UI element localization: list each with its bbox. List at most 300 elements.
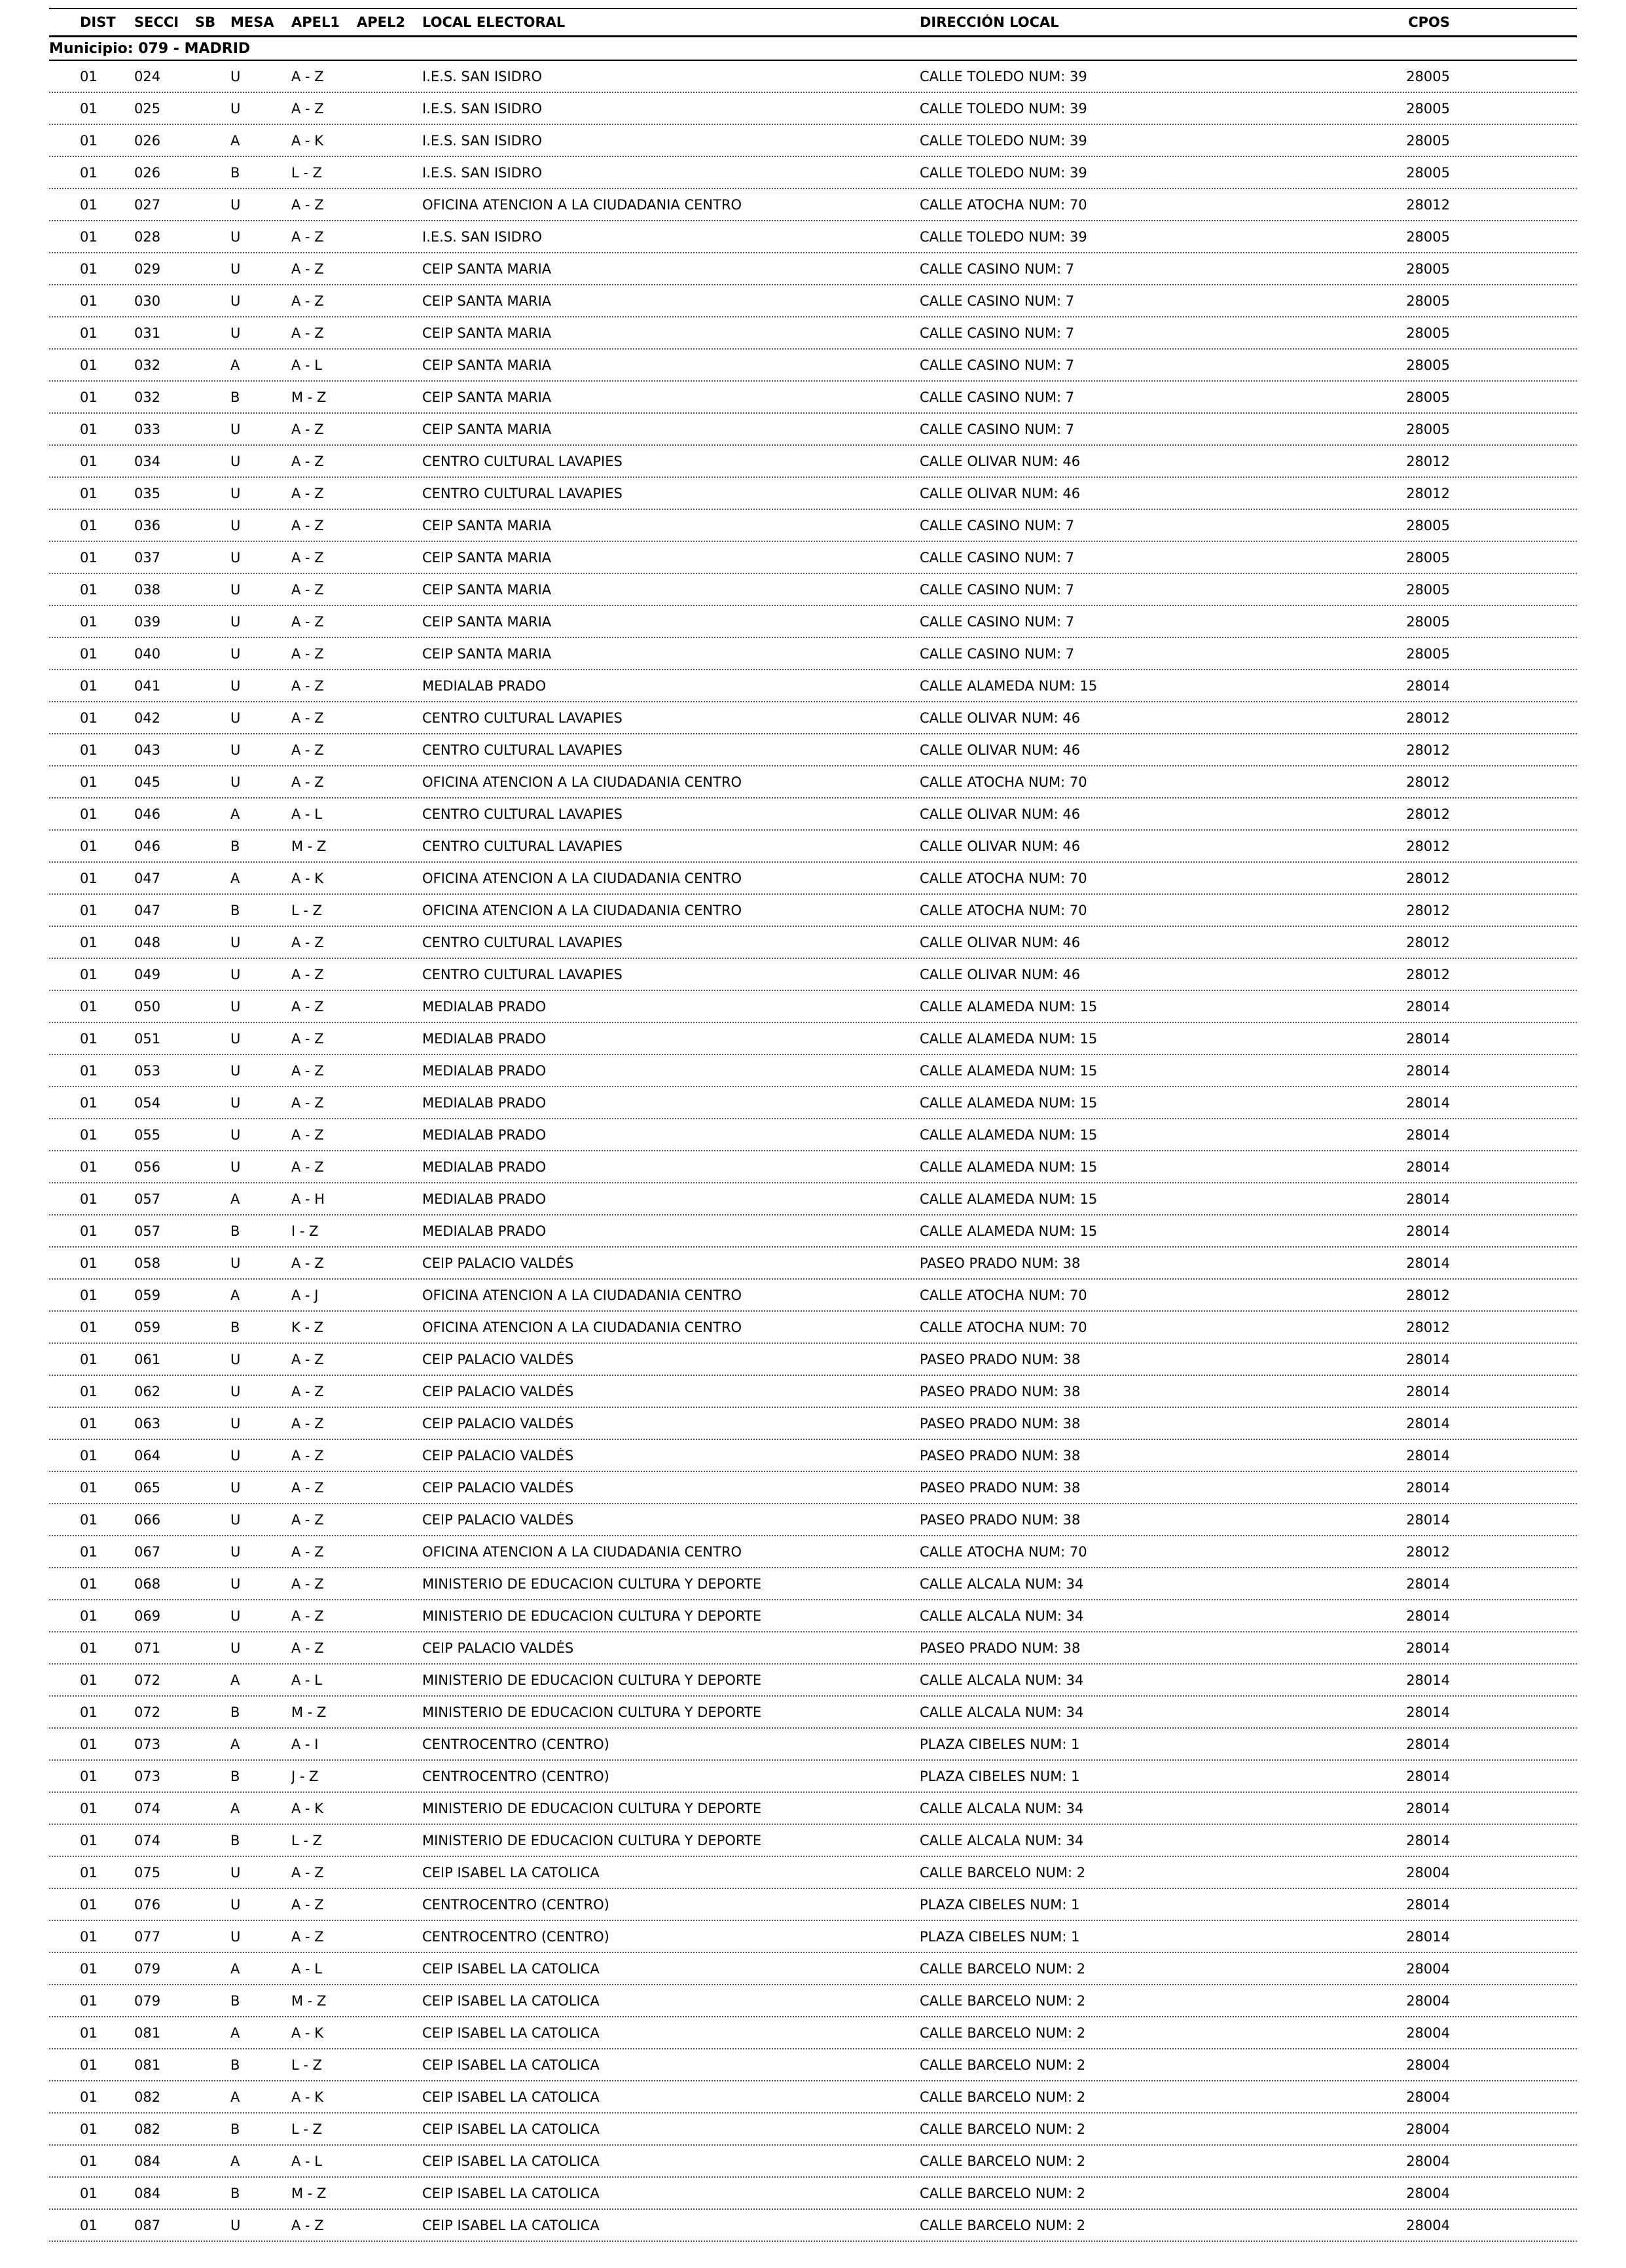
table-row bbox=[49, 1793, 1577, 1825]
cell-cpos: 28014 bbox=[1406, 1223, 1450, 1239]
table-body bbox=[49, 61, 1577, 2242]
cell-dist: 01 bbox=[80, 1447, 98, 1464]
cell-cpos: 28014 bbox=[1406, 1768, 1450, 1784]
cell-cpos: 28005 bbox=[1406, 645, 1450, 662]
cell-direccion-local: CALLE OLIVAR NUM: 46 bbox=[920, 742, 1081, 758]
cell-direccion-local: CALLE TOLEDO NUM: 39 bbox=[920, 228, 1087, 245]
cell-direccion-local: PASEO PRADO NUM: 38 bbox=[920, 1511, 1081, 1528]
cell-local-electoral: CEIP SANTA MARIA bbox=[422, 293, 552, 309]
cell-secci: 028 bbox=[134, 228, 161, 245]
cell-cpos: 28005 bbox=[1406, 421, 1450, 437]
cell-local-electoral: I.E.S. SAN ISIDRO bbox=[422, 68, 542, 84]
cell-apel1: A - Z bbox=[291, 485, 324, 501]
cell-local-electoral: I.E.S. SAN ISIDRO bbox=[422, 164, 542, 181]
cell-apel1: I - Z bbox=[291, 1223, 319, 1239]
cell-cpos: 28014 bbox=[1406, 1640, 1450, 1656]
cell-direccion-local: CALLE TOLEDO NUM: 39 bbox=[920, 68, 1087, 84]
cell-mesa: U bbox=[230, 645, 241, 662]
cell-apel1: A - Z bbox=[291, 1094, 324, 1111]
table-row bbox=[49, 2178, 1577, 2210]
table-row bbox=[49, 1119, 1577, 1151]
cell-direccion-local: PASEO PRADO NUM: 38 bbox=[920, 1255, 1081, 1271]
cell-local-electoral: MEDIALAB PRADO bbox=[422, 1223, 547, 1239]
cell-apel1: A - Z bbox=[291, 934, 324, 950]
cell-direccion-local: CALLE BARCELO NUM: 2 bbox=[920, 1992, 1086, 2009]
cell-mesa: A bbox=[230, 357, 240, 373]
cell-cpos: 28004 bbox=[1406, 1992, 1450, 2009]
cell-mesa: B bbox=[230, 902, 240, 918]
cell-cpos: 28014 bbox=[1406, 1062, 1450, 1079]
cell-secci: 029 bbox=[134, 261, 161, 277]
cell-direccion-local: CALLE OLIVAR NUM: 46 bbox=[920, 453, 1081, 469]
column-header-apel2: APEL2 bbox=[357, 14, 405, 30]
cell-dist: 01 bbox=[80, 1992, 98, 2009]
cell-mesa: U bbox=[230, 742, 241, 758]
cell-secci: 027 bbox=[134, 196, 161, 213]
cell-dist: 01 bbox=[80, 1511, 98, 1528]
cell-local-electoral: OFICINA ATENCION A LA CIUDADANIA CENTRO bbox=[422, 1287, 742, 1303]
cell-dist: 01 bbox=[80, 1736, 98, 1752]
cell-apel1: A - L bbox=[291, 1960, 322, 1977]
cell-secci: 039 bbox=[134, 613, 161, 630]
table-row bbox=[49, 253, 1577, 285]
cell-dist: 01 bbox=[80, 1864, 98, 1881]
table-row bbox=[49, 93, 1577, 125]
cell-secci: 082 bbox=[134, 2089, 161, 2105]
cell-cpos: 28014 bbox=[1406, 998, 1450, 1015]
cell-local-electoral: CENTRO CULTURAL LAVAPIES bbox=[422, 485, 623, 501]
cell-cpos: 28012 bbox=[1406, 710, 1450, 726]
cell-apel1: A - Z bbox=[291, 228, 324, 245]
table-row bbox=[49, 1344, 1577, 1376]
cell-dist: 01 bbox=[80, 1319, 98, 1335]
cell-secci: 026 bbox=[134, 164, 161, 181]
cell-dist: 01 bbox=[80, 1287, 98, 1303]
table-row bbox=[49, 895, 1577, 927]
cell-local-electoral: MINISTERIO DE EDUCACION CULTURA Y DEPORTE bbox=[422, 1832, 762, 1848]
cell-dist: 01 bbox=[80, 293, 98, 309]
cell-cpos: 28004 bbox=[1406, 1864, 1450, 1881]
table-row bbox=[49, 2146, 1577, 2178]
table-row bbox=[49, 1055, 1577, 1087]
cell-dist: 01 bbox=[80, 453, 98, 469]
cell-direccion-local: CALLE ATOCHA NUM: 70 bbox=[920, 870, 1087, 886]
cell-secci: 026 bbox=[134, 132, 161, 149]
cell-cpos: 28005 bbox=[1406, 357, 1450, 373]
cell-cpos: 28005 bbox=[1406, 517, 1450, 533]
cell-cpos: 28014 bbox=[1406, 1832, 1450, 1848]
cell-direccion-local: CALLE CASINO NUM: 7 bbox=[920, 325, 1075, 341]
cell-secci: 077 bbox=[134, 1928, 161, 1945]
cell-cpos: 28005 bbox=[1406, 164, 1450, 181]
cell-apel1: A - K bbox=[291, 1800, 324, 1816]
cell-mesa: U bbox=[230, 1062, 241, 1079]
cell-secci: 030 bbox=[134, 293, 161, 309]
cell-dist: 01 bbox=[80, 1159, 98, 1175]
cell-mesa: A bbox=[230, 1287, 240, 1303]
cell-dist: 01 bbox=[80, 2153, 98, 2169]
cell-dist: 01 bbox=[80, 1191, 98, 1207]
cell-secci: 031 bbox=[134, 325, 161, 341]
cell-secci: 024 bbox=[134, 68, 161, 84]
cell-mesa: U bbox=[230, 1447, 241, 1464]
cell-apel1: A - Z bbox=[291, 1030, 324, 1047]
cell-dist: 01 bbox=[80, 966, 98, 982]
cell-cpos: 28014 bbox=[1406, 1159, 1450, 1175]
cell-cpos: 28014 bbox=[1406, 1511, 1450, 1528]
cell-local-electoral: CENTRO CULTURAL LAVAPIES bbox=[422, 453, 623, 469]
column-header-sb: SB bbox=[195, 14, 216, 30]
column-header-secci: SECCI bbox=[134, 14, 179, 30]
table-row bbox=[49, 863, 1577, 895]
table-row bbox=[49, 1215, 1577, 1248]
cell-direccion-local: PLAZA CIBELES NUM: 1 bbox=[920, 1736, 1080, 1752]
cell-cpos: 28014 bbox=[1406, 1415, 1450, 1431]
table-row bbox=[49, 2114, 1577, 2146]
cell-local-electoral: CENTRO CULTURAL LAVAPIES bbox=[422, 966, 623, 982]
table-row bbox=[49, 157, 1577, 189]
cell-secci: 042 bbox=[134, 710, 161, 726]
cell-dist: 01 bbox=[80, 1223, 98, 1239]
cell-dist: 01 bbox=[80, 2121, 98, 2137]
cell-direccion-local: CALLE ALAMEDA NUM: 15 bbox=[920, 1062, 1098, 1079]
table-row bbox=[49, 1504, 1577, 1536]
cell-cpos: 28012 bbox=[1406, 485, 1450, 501]
cell-cpos: 28012 bbox=[1406, 902, 1450, 918]
cell-direccion-local: CALLE CASINO NUM: 7 bbox=[920, 517, 1075, 533]
cell-cpos: 28005 bbox=[1406, 132, 1450, 149]
cell-apel1: M - Z bbox=[291, 1704, 327, 1720]
cell-direccion-local: CALLE ATOCHA NUM: 70 bbox=[920, 902, 1087, 918]
cell-dist: 01 bbox=[80, 613, 98, 630]
table-row bbox=[49, 1953, 1577, 1985]
cell-dist: 01 bbox=[80, 1351, 98, 1367]
cell-apel1: A - Z bbox=[291, 774, 324, 790]
cell-local-electoral: I.E.S. SAN ISIDRO bbox=[422, 132, 542, 149]
cell-apel1: A - Z bbox=[291, 549, 324, 566]
cell-cpos: 28012 bbox=[1406, 966, 1450, 982]
table-row bbox=[49, 1632, 1577, 1665]
cell-cpos: 28005 bbox=[1406, 613, 1450, 630]
cell-secci: 051 bbox=[134, 1030, 161, 1047]
cell-dist: 01 bbox=[80, 517, 98, 533]
cell-cpos: 28014 bbox=[1406, 1030, 1450, 1047]
cell-cpos: 28012 bbox=[1406, 453, 1450, 469]
cell-secci: 041 bbox=[134, 677, 161, 694]
cell-secci: 079 bbox=[134, 1992, 161, 2009]
cell-dist: 01 bbox=[80, 1543, 98, 1560]
cell-dist: 01 bbox=[80, 357, 98, 373]
table-row bbox=[49, 1440, 1577, 1472]
cell-direccion-local: CALLE BARCELO NUM: 2 bbox=[920, 2057, 1086, 2073]
cell-cpos: 28004 bbox=[1406, 2121, 1450, 2137]
cell-mesa: U bbox=[230, 293, 241, 309]
cell-direccion-local: PLAZA CIBELES NUM: 1 bbox=[920, 1928, 1080, 1945]
cell-mesa: U bbox=[230, 934, 241, 950]
cell-direccion-local: CALLE BARCELO NUM: 2 bbox=[920, 2089, 1086, 2105]
cell-apel1: A - Z bbox=[291, 1608, 324, 1624]
cell-apel1: A - Z bbox=[291, 1864, 324, 1881]
cell-dist: 01 bbox=[80, 132, 98, 149]
table-row bbox=[49, 1761, 1577, 1793]
cell-dist: 01 bbox=[80, 1126, 98, 1143]
cell-mesa: A bbox=[230, 132, 240, 149]
cell-apel1: A - Z bbox=[291, 645, 324, 662]
cell-direccion-local: CALLE CASINO NUM: 7 bbox=[920, 357, 1075, 373]
cell-local-electoral: CEIP ISABEL LA CATOLICA bbox=[422, 2089, 600, 2105]
cell-local-electoral: CENTRO CULTURAL LAVAPIES bbox=[422, 742, 623, 758]
table-row bbox=[49, 991, 1577, 1023]
cell-secci: 054 bbox=[134, 1094, 161, 1111]
cell-secci: 081 bbox=[134, 2025, 161, 2041]
cell-apel1: A - Z bbox=[291, 1896, 324, 1913]
table-row bbox=[49, 1248, 1577, 1280]
table-row bbox=[49, 350, 1577, 382]
cell-mesa: U bbox=[230, 1543, 241, 1560]
cell-dist: 01 bbox=[80, 164, 98, 181]
cell-direccion-local: CALLE BARCELO NUM: 2 bbox=[920, 1864, 1086, 1881]
cell-dist: 01 bbox=[80, 1479, 98, 1496]
cell-local-electoral: CENTRO CULTURAL LAVAPIES bbox=[422, 934, 623, 950]
cell-apel1: A - Z bbox=[291, 68, 324, 84]
cell-cpos: 28004 bbox=[1406, 2057, 1450, 2073]
cell-secci: 065 bbox=[134, 1479, 161, 1496]
cell-local-electoral: CEIP PALACIO VALDÉS bbox=[422, 1383, 574, 1399]
cell-local-electoral: CEIP PALACIO VALDÉS bbox=[422, 1415, 574, 1431]
cell-direccion-local: PASEO PRADO NUM: 38 bbox=[920, 1447, 1081, 1464]
table-row bbox=[49, 1376, 1577, 1408]
cell-secci: 071 bbox=[134, 1640, 161, 1656]
cell-apel1: A - Z bbox=[291, 1062, 324, 1079]
cell-local-electoral: OFICINA ATENCION A LA CIUDADANIA CENTRO bbox=[422, 774, 742, 790]
cell-direccion-local: CALLE OLIVAR NUM: 46 bbox=[920, 838, 1081, 854]
cell-dist: 01 bbox=[80, 902, 98, 918]
cell-direccion-local: CALLE ALAMEDA NUM: 15 bbox=[920, 677, 1098, 694]
cell-mesa: U bbox=[230, 710, 241, 726]
table-row bbox=[49, 1825, 1577, 1857]
cell-mesa: U bbox=[230, 421, 241, 437]
cell-apel1: A - Z bbox=[291, 196, 324, 213]
cell-cpos: 28012 bbox=[1406, 1543, 1450, 1560]
cell-direccion-local: CALLE TOLEDO NUM: 39 bbox=[920, 132, 1087, 149]
cell-mesa: A bbox=[230, 806, 240, 822]
cell-direccion-local: CALLE ATOCHA NUM: 70 bbox=[920, 1543, 1087, 1560]
cell-direccion-local: CALLE CASINO NUM: 7 bbox=[920, 389, 1075, 405]
cell-secci: 057 bbox=[134, 1191, 161, 1207]
cell-mesa: U bbox=[230, 517, 241, 533]
cell-direccion-local: PLAZA CIBELES NUM: 1 bbox=[920, 1896, 1080, 1913]
table-row bbox=[49, 478, 1577, 510]
cell-mesa: U bbox=[230, 1864, 241, 1881]
municipio-label: Municipio: 079 - MADRID bbox=[49, 40, 251, 57]
cell-direccion-local: CALLE ALCALA NUM: 34 bbox=[920, 1608, 1084, 1624]
cell-local-electoral: MEDIALAB PRADO bbox=[422, 1030, 547, 1047]
cell-mesa: B bbox=[230, 1704, 240, 1720]
cell-cpos: 28012 bbox=[1406, 934, 1450, 950]
table-row bbox=[49, 1087, 1577, 1119]
table-row bbox=[49, 1985, 1577, 2017]
cell-apel1: M - Z bbox=[291, 1992, 327, 2009]
cell-mesa: U bbox=[230, 196, 241, 213]
cell-direccion-local: CALLE CASINO NUM: 7 bbox=[920, 581, 1075, 598]
cell-dist: 01 bbox=[80, 196, 98, 213]
cell-mesa: U bbox=[230, 228, 241, 245]
cell-cpos: 28004 bbox=[1406, 1960, 1450, 1977]
cell-local-electoral: OFICINA ATENCION A LA CIUDADANIA CENTRO bbox=[422, 902, 742, 918]
cell-secci: 034 bbox=[134, 453, 161, 469]
cell-secci: 087 bbox=[134, 2217, 161, 2233]
cell-dist: 01 bbox=[80, 261, 98, 277]
cell-direccion-local: CALLE ALCALA NUM: 34 bbox=[920, 1575, 1084, 1592]
table-row bbox=[49, 1280, 1577, 1312]
cell-dist: 01 bbox=[80, 1608, 98, 1624]
cell-local-electoral: MINISTERIO DE EDUCACION CULTURA Y DEPORTE bbox=[422, 1672, 762, 1688]
table-row bbox=[49, 285, 1577, 317]
cell-mesa: B bbox=[230, 2121, 240, 2137]
cell-mesa: U bbox=[230, 1928, 241, 1945]
table-row bbox=[49, 221, 1577, 253]
cell-cpos: 28014 bbox=[1406, 1447, 1450, 1464]
cell-dist: 01 bbox=[80, 1030, 98, 1047]
cell-apel1: A - Z bbox=[291, 325, 324, 341]
cell-apel1: A - K bbox=[291, 132, 324, 149]
cell-cpos: 28014 bbox=[1406, 1479, 1450, 1496]
cell-mesa: U bbox=[230, 2217, 241, 2233]
cell-apel1: A - Z bbox=[291, 581, 324, 598]
table-row bbox=[49, 1312, 1577, 1344]
cell-local-electoral: CEIP SANTA MARIA bbox=[422, 357, 552, 373]
cell-cpos: 28004 bbox=[1406, 2025, 1450, 2041]
cell-secci: 058 bbox=[134, 1255, 161, 1271]
cell-local-electoral: MEDIALAB PRADO bbox=[422, 1062, 547, 1079]
cell-mesa: U bbox=[230, 325, 241, 341]
cell-mesa: U bbox=[230, 1479, 241, 1496]
cell-direccion-local: CALLE ALCALA NUM: 34 bbox=[920, 1672, 1084, 1688]
cell-cpos: 28005 bbox=[1406, 261, 1450, 277]
cell-direccion-local: CALLE ALCALA NUM: 34 bbox=[920, 1704, 1084, 1720]
cell-secci: 075 bbox=[134, 1864, 161, 1881]
cell-dist: 01 bbox=[80, 1640, 98, 1656]
cell-apel1: A - Z bbox=[291, 517, 324, 533]
cell-dist: 01 bbox=[80, 934, 98, 950]
cell-mesa: B bbox=[230, 1768, 240, 1784]
cell-direccion-local: CALLE BARCELO NUM: 2 bbox=[920, 2121, 1086, 2137]
table-row bbox=[49, 1183, 1577, 1215]
municipio-row bbox=[49, 37, 1577, 61]
table-row bbox=[49, 2210, 1577, 2242]
cell-mesa: A bbox=[230, 1800, 240, 1816]
cell-mesa: A bbox=[230, 1736, 240, 1752]
table-header-row bbox=[49, 8, 1577, 37]
cell-cpos: 28014 bbox=[1406, 1383, 1450, 1399]
cell-cpos: 28004 bbox=[1406, 2089, 1450, 2105]
cell-direccion-local: CALLE CASINO NUM: 7 bbox=[920, 421, 1075, 437]
cell-secci: 072 bbox=[134, 1672, 161, 1688]
cell-apel1: A - L bbox=[291, 806, 322, 822]
cell-direccion-local: CALLE ALAMEDA NUM: 15 bbox=[920, 1030, 1098, 1047]
cell-direccion-local: CALLE ATOCHA NUM: 70 bbox=[920, 774, 1087, 790]
cell-apel1: A - Z bbox=[291, 1479, 324, 1496]
cell-secci: 038 bbox=[134, 581, 161, 598]
cell-apel1: A - Z bbox=[291, 966, 324, 982]
cell-direccion-local: CALLE OLIVAR NUM: 46 bbox=[920, 710, 1081, 726]
cell-cpos: 28014 bbox=[1406, 1672, 1450, 1688]
cell-apel1: A - Z bbox=[291, 1159, 324, 1175]
table-row bbox=[49, 542, 1577, 574]
cell-cpos: 28005 bbox=[1406, 100, 1450, 117]
cell-dist: 01 bbox=[80, 1575, 98, 1592]
cell-dist: 01 bbox=[80, 581, 98, 598]
cell-cpos: 28012 bbox=[1406, 838, 1450, 854]
cell-mesa: B bbox=[230, 2185, 240, 2201]
cell-local-electoral: MEDIALAB PRADO bbox=[422, 677, 547, 694]
table-row bbox=[49, 61, 1577, 93]
cell-mesa: U bbox=[230, 1030, 241, 1047]
cell-mesa: U bbox=[230, 1094, 241, 1111]
cell-secci: 035 bbox=[134, 485, 161, 501]
cell-apel1: A - Z bbox=[291, 1351, 324, 1367]
cell-secci: 073 bbox=[134, 1736, 161, 1752]
cell-direccion-local: CALLE ALAMEDA NUM: 15 bbox=[920, 1191, 1098, 1207]
cell-mesa: U bbox=[230, 677, 241, 694]
cell-secci: 074 bbox=[134, 1800, 161, 1816]
cell-secci: 025 bbox=[134, 100, 161, 117]
cell-apel1: A - Z bbox=[291, 1447, 324, 1464]
cell-dist: 01 bbox=[80, 2057, 98, 2073]
cell-local-electoral: I.E.S. SAN ISIDRO bbox=[422, 100, 542, 117]
cell-apel1: A - L bbox=[291, 1672, 322, 1688]
cell-local-electoral: MEDIALAB PRADO bbox=[422, 1094, 547, 1111]
table-row bbox=[49, 670, 1577, 702]
cell-dist: 01 bbox=[80, 1832, 98, 1848]
table-row bbox=[49, 1023, 1577, 1055]
table-row bbox=[49, 638, 1577, 670]
cell-secci: 076 bbox=[134, 1896, 161, 1913]
cell-secci: 033 bbox=[134, 421, 161, 437]
table-row bbox=[49, 1857, 1577, 1889]
cell-cpos: 28014 bbox=[1406, 1800, 1450, 1816]
cell-local-electoral: MINISTERIO DE EDUCACION CULTURA Y DEPORTE bbox=[422, 1704, 762, 1720]
table-row bbox=[49, 1151, 1577, 1183]
cell-mesa: U bbox=[230, 1575, 241, 1592]
table-row bbox=[49, 1472, 1577, 1504]
cell-apel1: L - Z bbox=[291, 2121, 323, 2137]
table-row bbox=[49, 1568, 1577, 1600]
table-row bbox=[49, 510, 1577, 542]
cell-direccion-local: CALLE CASINO NUM: 7 bbox=[920, 261, 1075, 277]
cell-mesa: U bbox=[230, 1126, 241, 1143]
table-row bbox=[49, 606, 1577, 638]
cell-cpos: 28014 bbox=[1406, 1094, 1450, 1111]
cell-dist: 01 bbox=[80, 485, 98, 501]
cell-mesa: B bbox=[230, 389, 240, 405]
cell-dist: 01 bbox=[80, 1415, 98, 1431]
cell-local-electoral: MINISTERIO DE EDUCACION CULTURA Y DEPORTE bbox=[422, 1575, 762, 1592]
cell-direccion-local: PASEO PRADO NUM: 38 bbox=[920, 1415, 1081, 1431]
cell-cpos: 28004 bbox=[1406, 2217, 1450, 2233]
cell-apel1: A - Z bbox=[291, 1640, 324, 1656]
cell-cpos: 28004 bbox=[1406, 2153, 1450, 2169]
cell-mesa: A bbox=[230, 1672, 240, 1688]
cell-apel1: A - Z bbox=[291, 293, 324, 309]
cell-secci: 032 bbox=[134, 357, 161, 373]
table-row bbox=[49, 1697, 1577, 1729]
cell-dist: 01 bbox=[80, 389, 98, 405]
cell-local-electoral: CENTROCENTRO (CENTRO) bbox=[422, 1736, 609, 1752]
cell-local-electoral: CEIP ISABEL LA CATOLICA bbox=[422, 2217, 600, 2233]
cell-mesa: B bbox=[230, 838, 240, 854]
cell-dist: 01 bbox=[80, 645, 98, 662]
